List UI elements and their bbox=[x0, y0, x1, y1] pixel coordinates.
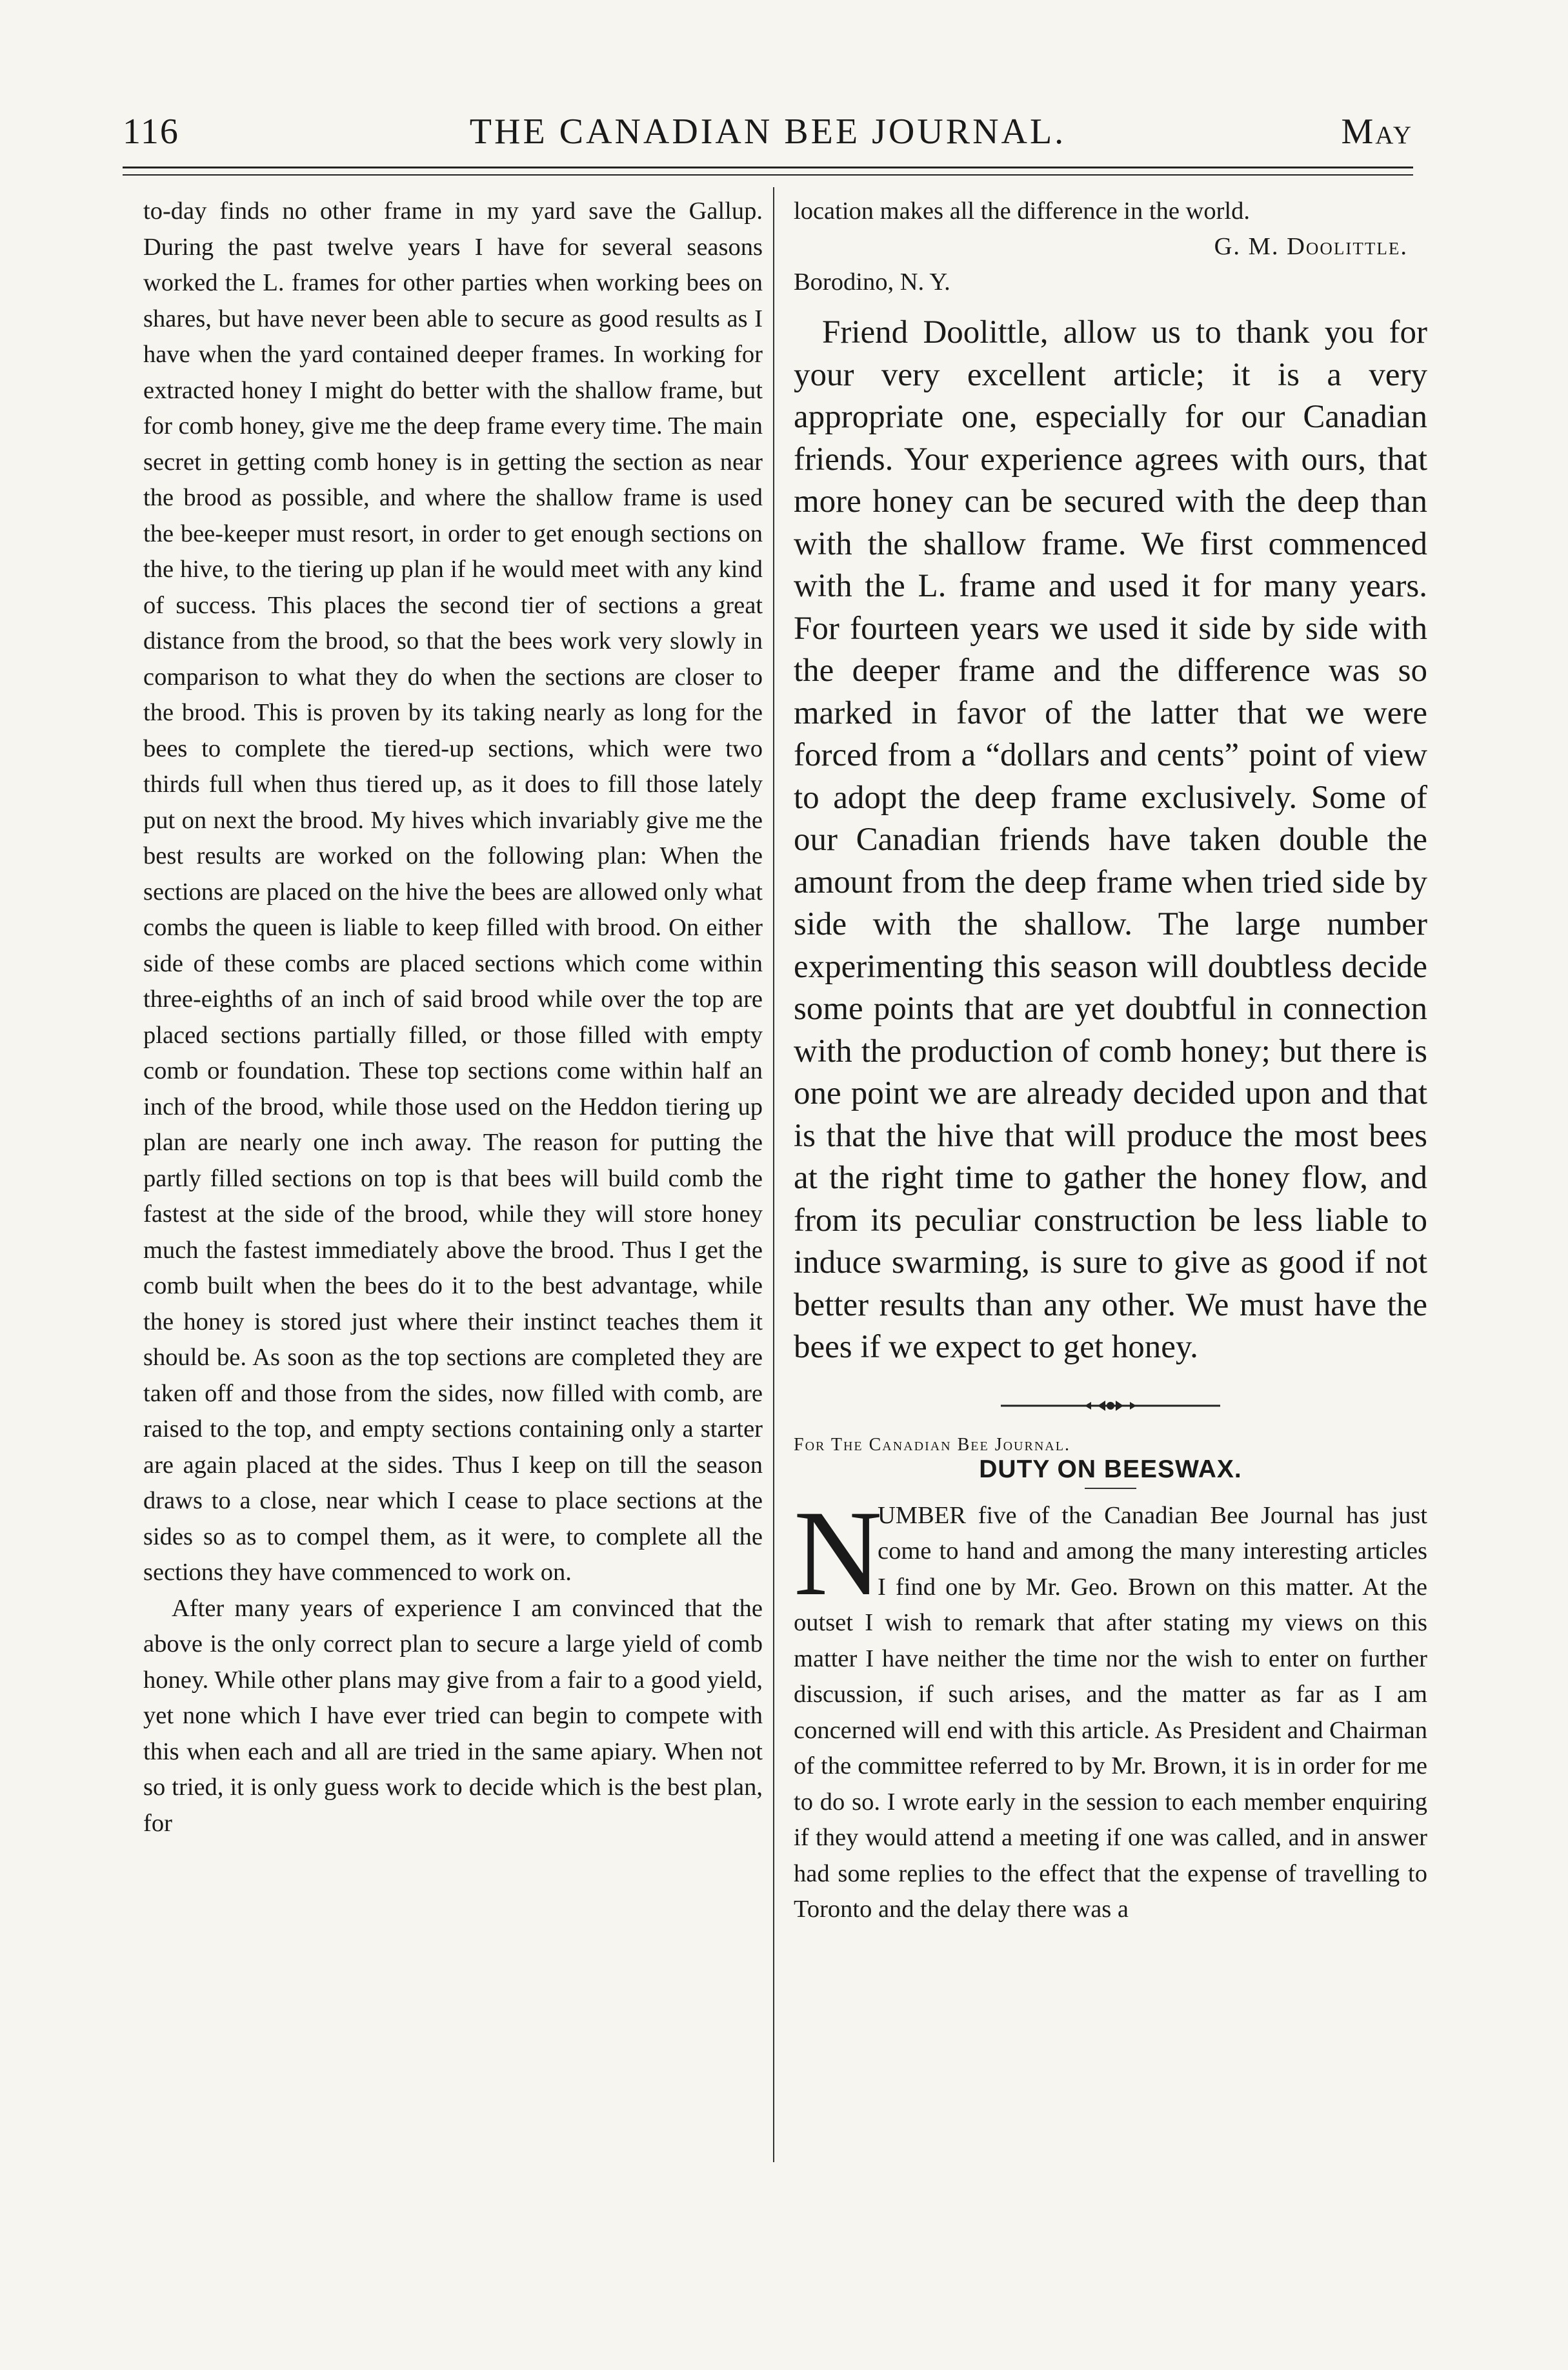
headline-rule bbox=[1085, 1488, 1136, 1489]
article-headline: DUTY ON BEESWAX. bbox=[979, 1455, 1242, 1483]
continued-text: location makes all the difference in the world. bbox=[794, 198, 1251, 225]
section-ornament bbox=[794, 1396, 1427, 1415]
drop-cap-letter: N bbox=[794, 1485, 883, 1621]
header-rule-thin bbox=[123, 174, 1413, 176]
right-column bbox=[794, 194, 1427, 1928]
column-divider bbox=[773, 187, 774, 2162]
drop-cap bbox=[794, 1485, 883, 1621]
editor-note: Friend Doolittle, allow us to thank you for your very excellent article; it is a very appropriate one, especially for our Canadian friends. Your experience agrees with ours, that more honey can be secured with the deep than with the shallow frame. We first commenced with the L. frame and used it for many years. For fourteen years we used it side by side with the deeper frame and the difference was so marked in favor of the latter that we were forced from a “dollars and cents” point of view to adopt the deep frame exclusively. Some of our Canadian friends have taken double the amount from the deep frame when tried side by side with the shallow. The large number experimenting this season will doubtless decide some points that are yet doubtful in connection with the production of comb honey; but there is one point we are already decided upon and that is that the hive that will produce the most bees at the right time to gather the honey flow, and from its peculiar construction be less liable to induce swarming, is sure to give as good if not better results than any other. We must have the bees if we expect to get honey. bbox=[794, 314, 1427, 1365]
journal-title: THE CANADIAN BEE JOURNAL. bbox=[469, 112, 1067, 152]
left-column bbox=[143, 194, 763, 1841]
running-header bbox=[123, 111, 1413, 163]
article-paragraph: UMBER five of the Canadian Bee Journal has just come to hand and among the many interesting articles I find one by Mr. Geo. Brown on this matter. At the outset I wish to remark that after stating my views on this matter I have neither the time nor the wish to enter on further discussion, if such arises, and the matter as far as I am concerned will end with this article. As President and Chairman of the committee referred to by Mr. Brown, it is in order for me to do so. I wrote early in the session to each member enquiring if they would attend a meeting if one was called, and in answer had some replies to the effect that the expense of travelling to Toronto and the delay there was a bbox=[794, 1501, 1427, 1923]
body-paragraph: to-day finds no other frame in my yard save the Gallup. During the past twelve years I have for several seasons worked the L. frames for other parties when working bees on shares, but have never been able to secure as good results as I have when the yard contained deeper frames. In working for extracted honey I might do better with the shallow frame, but for comb honey, give me the deep frame every time. The main secret in getting comb honey is in getting the section as near the brood as possible, and where the shallow frame is used the bee-keeper must resort, in order to get enough sections on the hive, to the tiering up plan if he would meet with any kind of success. This places the second tier of sections a great distance from the brood, so that the bees work very slowly in comparison to what they do when the sections are closer to the brood. This is proven by its taking nearly as long for the bees to complete the tiered-up sections, which were two thirds full when thus tiered up, as it does to fill those lately put on next the brood. My hives which invariably give me the best results are worked on the following plan: When the sections are placed on the hive the bees are allowed only what combs the queen is liable to keep filled with brood. On either side of these combs are placed sections which come within three-eighths of an inch of said brood while over the top are placed sections partially filled, or those filled with empty comb or foundation. These top sections come within half an inch of the brood, while those used on the Heddon tiering up plan are nearly one inch away. The reason for putting the partly filled sections on top is that bees will build comb the fastest at the side of the brood, while they will store honey much the fastest immediately above the brood. Thus I get the comb built when the bees do it to the best advantage, while the honey is stored just where their instinct teaches them it should be. As soon as the top sections are completed they are taken off and those from the sides, now filled with comb, are raised to the top, and empty sections containing only a starter are again placed at the sides. Thus I keep on till the season draws to a close, near which I cease to place sections at the sides so as to compel them, as it were, to complete all the sections they have commenced to work on. bbox=[143, 198, 763, 1586]
header-rule bbox=[123, 167, 1413, 168]
page-number: 116 bbox=[123, 112, 179, 152]
author-location: Borodino, N. Y. bbox=[794, 268, 950, 296]
byline: For The Canadian Bee Journal. bbox=[794, 1434, 1070, 1455]
author-signature: G. M. Doolittle. bbox=[1214, 233, 1408, 260]
body-paragraph: After many years of experience I am convinced that the above is the only correct plan to secure a large yield of comb honey. While other plans may give from a fair to a good yield, yet none which I have ever tried can begin to compete with this when each and all are tried in the same apiary. When not so tried, it is only guess work to decide which is the best plan, for bbox=[143, 1594, 763, 1837]
article-body bbox=[794, 1485, 1427, 1928]
issue-month: May bbox=[1341, 112, 1413, 152]
